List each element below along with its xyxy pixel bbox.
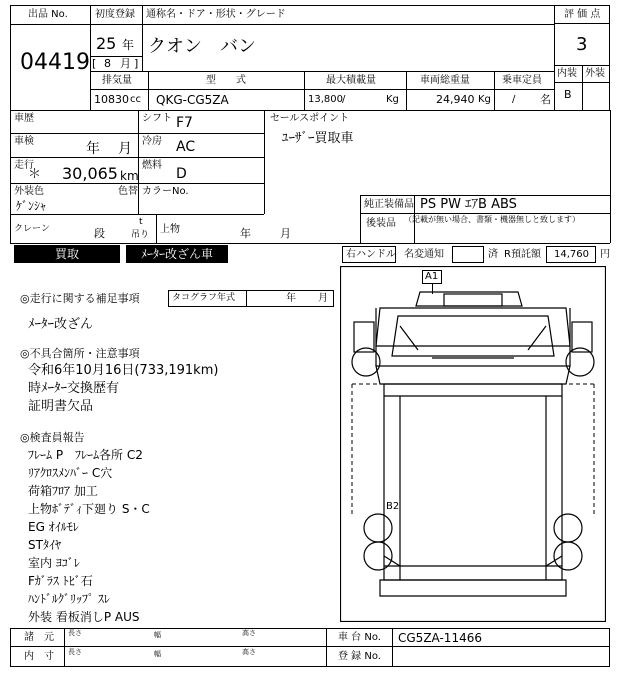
mileage-value: 30,065	[62, 164, 118, 183]
history-label: 車歴	[14, 113, 34, 124]
grade-label: 評 価 点	[564, 9, 601, 20]
damage-diagram	[340, 266, 606, 622]
damage-mark-a1	[422, 270, 442, 284]
crane-lift: 吊り	[131, 230, 150, 240]
max-load-value: 13,800	[308, 94, 343, 105]
inspector-line: 外装 看板消しP AUS	[28, 610, 140, 624]
color-code-label: カラーNo.	[142, 186, 189, 197]
reg-year: 25	[96, 34, 117, 53]
exterior-label: 外装	[585, 68, 605, 79]
defect-line: 時ﾒｰﾀｰ交換歴有	[28, 381, 120, 396]
inner-width-label: 幅	[154, 650, 161, 658]
lot-label: 出品 No.	[28, 9, 68, 20]
inspector-line: STﾀｲﾔ	[28, 538, 61, 552]
mileage-unit: km	[120, 169, 139, 183]
reg-month-unit: 月	[120, 57, 131, 70]
inspector-line: ﾌﾚｰﾑ P ﾌﾚｰﾑ各所 C2	[28, 448, 143, 462]
bracket-open: [	[92, 57, 97, 70]
inner-length-label: 長さ	[68, 648, 82, 656]
reg-year-unit: 年	[122, 38, 135, 52]
first-reg-label: 初度登録	[95, 9, 135, 20]
displacement-value: 10830	[94, 93, 129, 106]
damage-mark-b2-code: B2	[386, 501, 400, 512]
name-change-label: 名変通知	[404, 249, 444, 260]
car-name: クオン バン	[148, 36, 256, 57]
defect-line: 証明書欠品	[28, 399, 94, 414]
buyback-badge: 買取	[14, 245, 120, 263]
gross-weight-label: 車両総重量	[420, 75, 470, 86]
inspection-year-unit: 年	[86, 141, 100, 157]
inspector-title: ◎検査員報告	[20, 431, 85, 444]
upper-label: 上物	[160, 224, 180, 235]
defect-line: 令和6年10月16日(733,191km)	[28, 363, 219, 378]
color-label: 外装色	[14, 186, 44, 197]
mileage-mark: ＊	[28, 167, 42, 182]
upper-month-unit: 月	[280, 227, 291, 240]
inspection-month-unit: 月	[118, 141, 132, 157]
aftermarket-label: 後装品	[366, 218, 396, 229]
lot-number: 04419	[20, 50, 90, 75]
sales-point-label: セールスポイント	[270, 113, 350, 124]
gross-weight-value: 24,940	[436, 93, 475, 106]
mileage-notes-title: ◎走行に関する補足事項	[20, 292, 140, 305]
inspector-line: EG ｵｲﾙﾓﾚ	[28, 520, 79, 534]
recycle-unit: 円	[600, 249, 610, 260]
crane-ton: t	[139, 217, 143, 227]
fuel-value: D	[176, 166, 187, 182]
sales-point-text: ﾕｰｻﾞｰ買取車	[282, 131, 354, 146]
upper-year-unit: 年	[240, 227, 251, 240]
tacho-label: タコグラフ年式	[172, 293, 236, 303]
color-change-label: 色替	[118, 186, 138, 197]
reg-month: 8	[104, 57, 111, 70]
fuel-label: 燃料	[142, 160, 162, 171]
interior-label: 内装	[557, 68, 577, 79]
chassis-number: CG5ZA-11466	[398, 631, 482, 645]
chassis-label: 車 台 No.	[338, 632, 381, 643]
color-value: ｹﾞﾝｼｬ	[16, 199, 47, 213]
inspector-line: 荷箱ﾌﾛｱ 加工	[28, 484, 98, 498]
dim-label: 諸 元	[24, 632, 54, 643]
inspection-label: 車検	[14, 136, 34, 147]
inspector-line: 室内 ﾖｺﾞﾚ	[28, 556, 80, 570]
ac-value: AC	[176, 139, 196, 155]
aftermarket-note: （記載が無い場合、書類・機器無しと致します）	[404, 215, 580, 224]
recycle-label: R預託額	[504, 249, 541, 260]
ac-label: 冷房	[142, 136, 162, 147]
mileage-label: 走行	[14, 160, 34, 171]
length-label: 長さ	[68, 629, 82, 637]
odometer-tamper-badge: ﾒｰﾀｰ改ざん車	[126, 245, 228, 263]
overall-grade: 3	[576, 34, 588, 55]
height-label: 高さ	[242, 629, 256, 637]
capacity-unit: 名	[540, 93, 551, 106]
bracket-close: ]	[134, 57, 139, 70]
max-load-label: 最大積載量	[326, 75, 376, 86]
gross-weight-unit: Kg	[478, 94, 491, 105]
defect-title: ◎不具合箇所・注意事項	[20, 347, 140, 360]
rhd-label: 右ハンドル	[346, 249, 396, 260]
shift-value: F7	[176, 115, 193, 131]
tacho-month-unit: 月	[318, 293, 328, 304]
crane-stage-unit: 段	[94, 227, 105, 240]
inner-height-label: 高さ	[242, 648, 256, 656]
width-label: 幅	[154, 631, 161, 639]
tacho-year-unit: 年	[286, 293, 296, 304]
shift-label: シフト	[142, 113, 172, 124]
equipment-value: PS PW ｴｱB ABS	[420, 197, 517, 212]
inspector-line: ﾊﾝﾄﾞﾙｸﾞﾘｯﾌﾟ ｽﾚ	[28, 592, 110, 606]
model-label: 型 式	[206, 75, 246, 86]
registration-label: 登 録 No.	[338, 651, 381, 662]
crane-label: クレーン	[14, 224, 50, 234]
max-load-slash: /	[342, 94, 346, 105]
recycle-amount: 14,760	[554, 249, 589, 260]
capacity-slash: /	[512, 94, 516, 105]
capacity-label: 乗車定員	[502, 75, 542, 86]
displacement-label: 排気量	[102, 75, 132, 86]
inspector-line: ﾘｱｸﾛｽﾒﾝﾊﾞｰ C穴	[28, 466, 113, 480]
interior-grade: B	[564, 88, 572, 101]
inner-label: 内 寸	[24, 651, 54, 662]
inspector-line: 上物ﾎﾞﾃﾞｨ下廻り S・C	[28, 502, 150, 516]
truck-outline-icon	[340, 266, 606, 622]
recycle-mark: 済	[488, 249, 498, 260]
model-value: QKG-CG5ZA	[156, 93, 229, 107]
max-load-unit: Kg	[386, 94, 399, 105]
equipment-label: 純正装備品	[364, 199, 414, 210]
displacement-unit: cc	[130, 94, 141, 105]
name-change-box	[452, 246, 484, 263]
car-name-label: 通称名・ドア・形状・グレード	[146, 9, 286, 20]
mileage-note: ﾒｰﾀｰ改ざん	[28, 317, 94, 332]
inspector-line: Fｶﾞﾗｽ ﾄﾋﾞ石	[28, 574, 93, 588]
damage-mark-a1-code: A1	[425, 271, 439, 282]
